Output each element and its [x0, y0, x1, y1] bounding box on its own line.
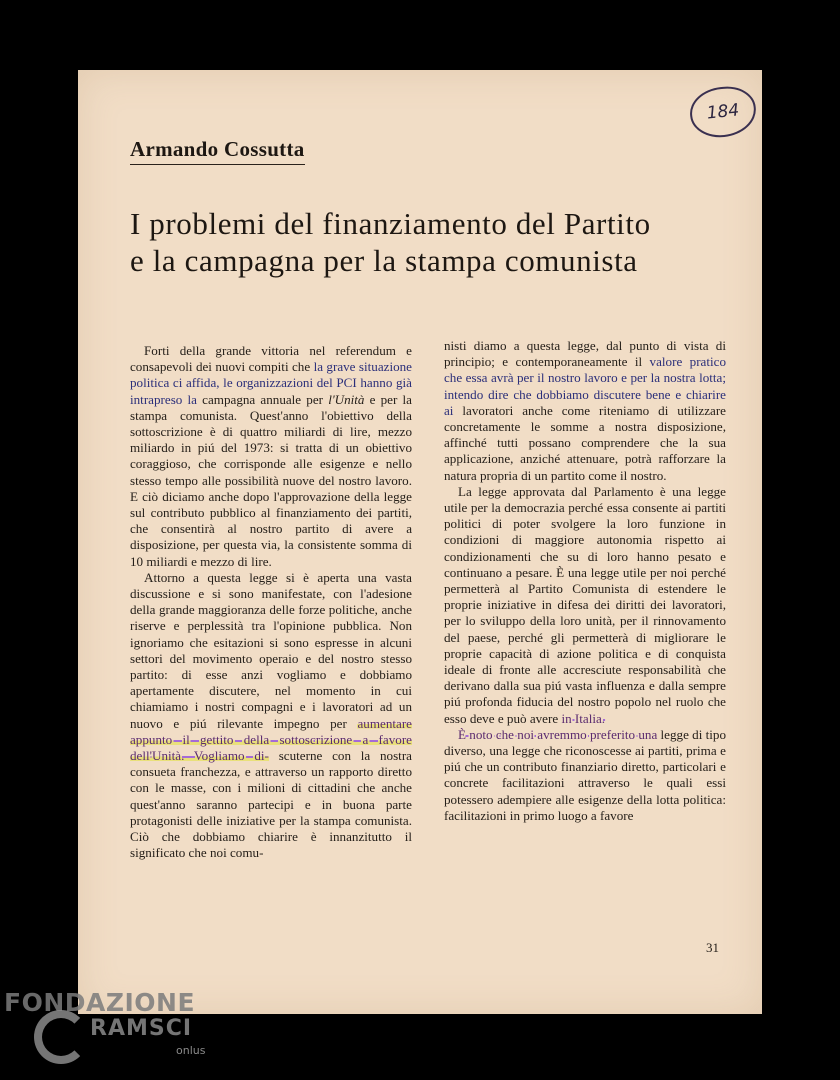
newspaper-name: l'Unità — [328, 391, 365, 407]
highlighted-text: in Italia. — [561, 710, 606, 726]
watermark-line-1: FONDAZIONE — [4, 988, 196, 1017]
text-run: campagna annuale per — [196, 391, 329, 407]
text-run: e per la stampa comunista. Quest'anno l'obiettivo della sottoscrizione è di quattro miliardi di lire, mezzo miliardo in piú del 1973: si tratta di un obiettivo coraggioso, che corrisponde alle esigenze e nello stesso tempo alle possibilità nuove del nostro lavoro. E ciò diciamo anche dopo l'approvazione della legge sul contributo pubblico al finanziamento dei partiti, che consentirà al nostro partito di avere a disposizione, per questa via, la consistente somma di 10 miliardi e mezzo di lire. — [130, 391, 412, 569]
author-name: Armando Cossutta — [130, 137, 305, 165]
text-run: Attorno a questa legge si è aperta una vasta discussione e si sono manifestate, con l'adesione della grande maggioranza delle forze politiche, anche riserve e perplessità tra l'opinione pubblica. Non ignoriamo che esitazioni si sono espresse in alcuni settori del movimento operaio e del nostro stesso partito: di esse anzi vogliamo e dobbiamo apertamente discutere, nel momento in cui chiamiamo i nostri compagni e i lavoratori ad un nuovo e piú rilevante impegno per — [130, 569, 412, 731]
g-logo-icon — [34, 1010, 88, 1064]
left-paragraph-1 — [130, 343, 412, 570]
title-line-1: I problemi del finanziamento del Partito — [130, 206, 651, 241]
left-column — [130, 343, 412, 862]
highlighted-text: aumentare appunto il gettito della sottoscrizione a favore dell'Unità. Vogliamo di- — [130, 715, 412, 764]
document-page — [78, 70, 762, 1014]
watermark-logo — [4, 988, 224, 1078]
archive-number: 184 — [705, 100, 741, 124]
text-run: lavoratori anche come riteniamo di utilizzare concretamente le somme a nostra disposizione, affinché tutti possano comprendere che la sua applicazione, anziché attenuare, potrà rafforzare la natura propria di un partito come il nostro. — [444, 402, 726, 483]
text-run: nisti diamo a questa legge, dal punto di vista di principio; e contemporaneamente il — [444, 338, 726, 370]
right-column — [444, 338, 726, 824]
left-paragraph-2 — [130, 570, 412, 862]
article-title — [130, 205, 730, 279]
highlighted-text: È noto che noi avremmo preferito una — [458, 726, 658, 742]
text-run: La legge approvata dal Parlamento è una legge utile per la democrazia perché essa consente ai partiti politici di poter svolgere la loro funzione in condizioni di maggiore autonomia rispetto ai condizionamenti che su di loro hanno pesato e continuano a pesare. È una legge utile per noi perché permetterà al Partito Comunista di estendere le proprie iniziative in difesa dei diritti dei lavoratori, per lo sviluppo della loro unità, per il rinnovamento del paese, perché gli permetterà di migliorare le proprie capacità di azione politica e di conquista ideale di fronte alle accresciute responsabilità che derivano dalla sua piú vasta influenza e dalla sempre piú profonda fiducia del nostro popolo nel ruolo che esso deve e può avere — [444, 483, 726, 726]
archive-number-stamp — [688, 84, 759, 141]
page-number: 31 — [706, 940, 719, 955]
right-paragraph-2 — [444, 484, 726, 727]
title-line-2: e la campagna per la stampa comunista — [130, 243, 638, 278]
right-paragraph-3 — [444, 727, 726, 824]
text-run: scuterne con la nostra consueta franchezza, e attraverso un rapporto diretto con le masse, con i milioni di cittadini che anche quest'anno saranno partecipi e in buona parte protagonisti delle iniziative per la stampa comunista. Ciò che dobbiamo chiarire è innanzitutto il significato che noi comu- — [130, 748, 412, 861]
text-run: Forti della grande vittoria nel referendum e consapevoli dei nuovi compiti che — [130, 343, 412, 375]
watermark-line-3: onlus — [176, 1044, 206, 1057]
right-paragraph-1 — [444, 338, 726, 484]
text-run: legge di tipo diverso, una legge che riconoscesse ai partiti, prima e piú che un contributo finanziario diretto, particolari e concrete facilitazioni attraverso le quali essi potessero adempiere alle esigenze della lotta politica: facilitazioni in primo luogo a favore — [444, 726, 727, 823]
highlighted-text: valore pratico che essa avrà per il nostro lavoro e per la nostra lotta; intendo dire che dobbiamo discutere bene e chiarire ai — [444, 354, 727, 418]
watermark-line-2: RAMSCI — [90, 1016, 193, 1041]
highlighted-text: la grave situazione politica ci affida, le organizzazioni del PCI hanno già intrapreso la — [130, 359, 412, 407]
